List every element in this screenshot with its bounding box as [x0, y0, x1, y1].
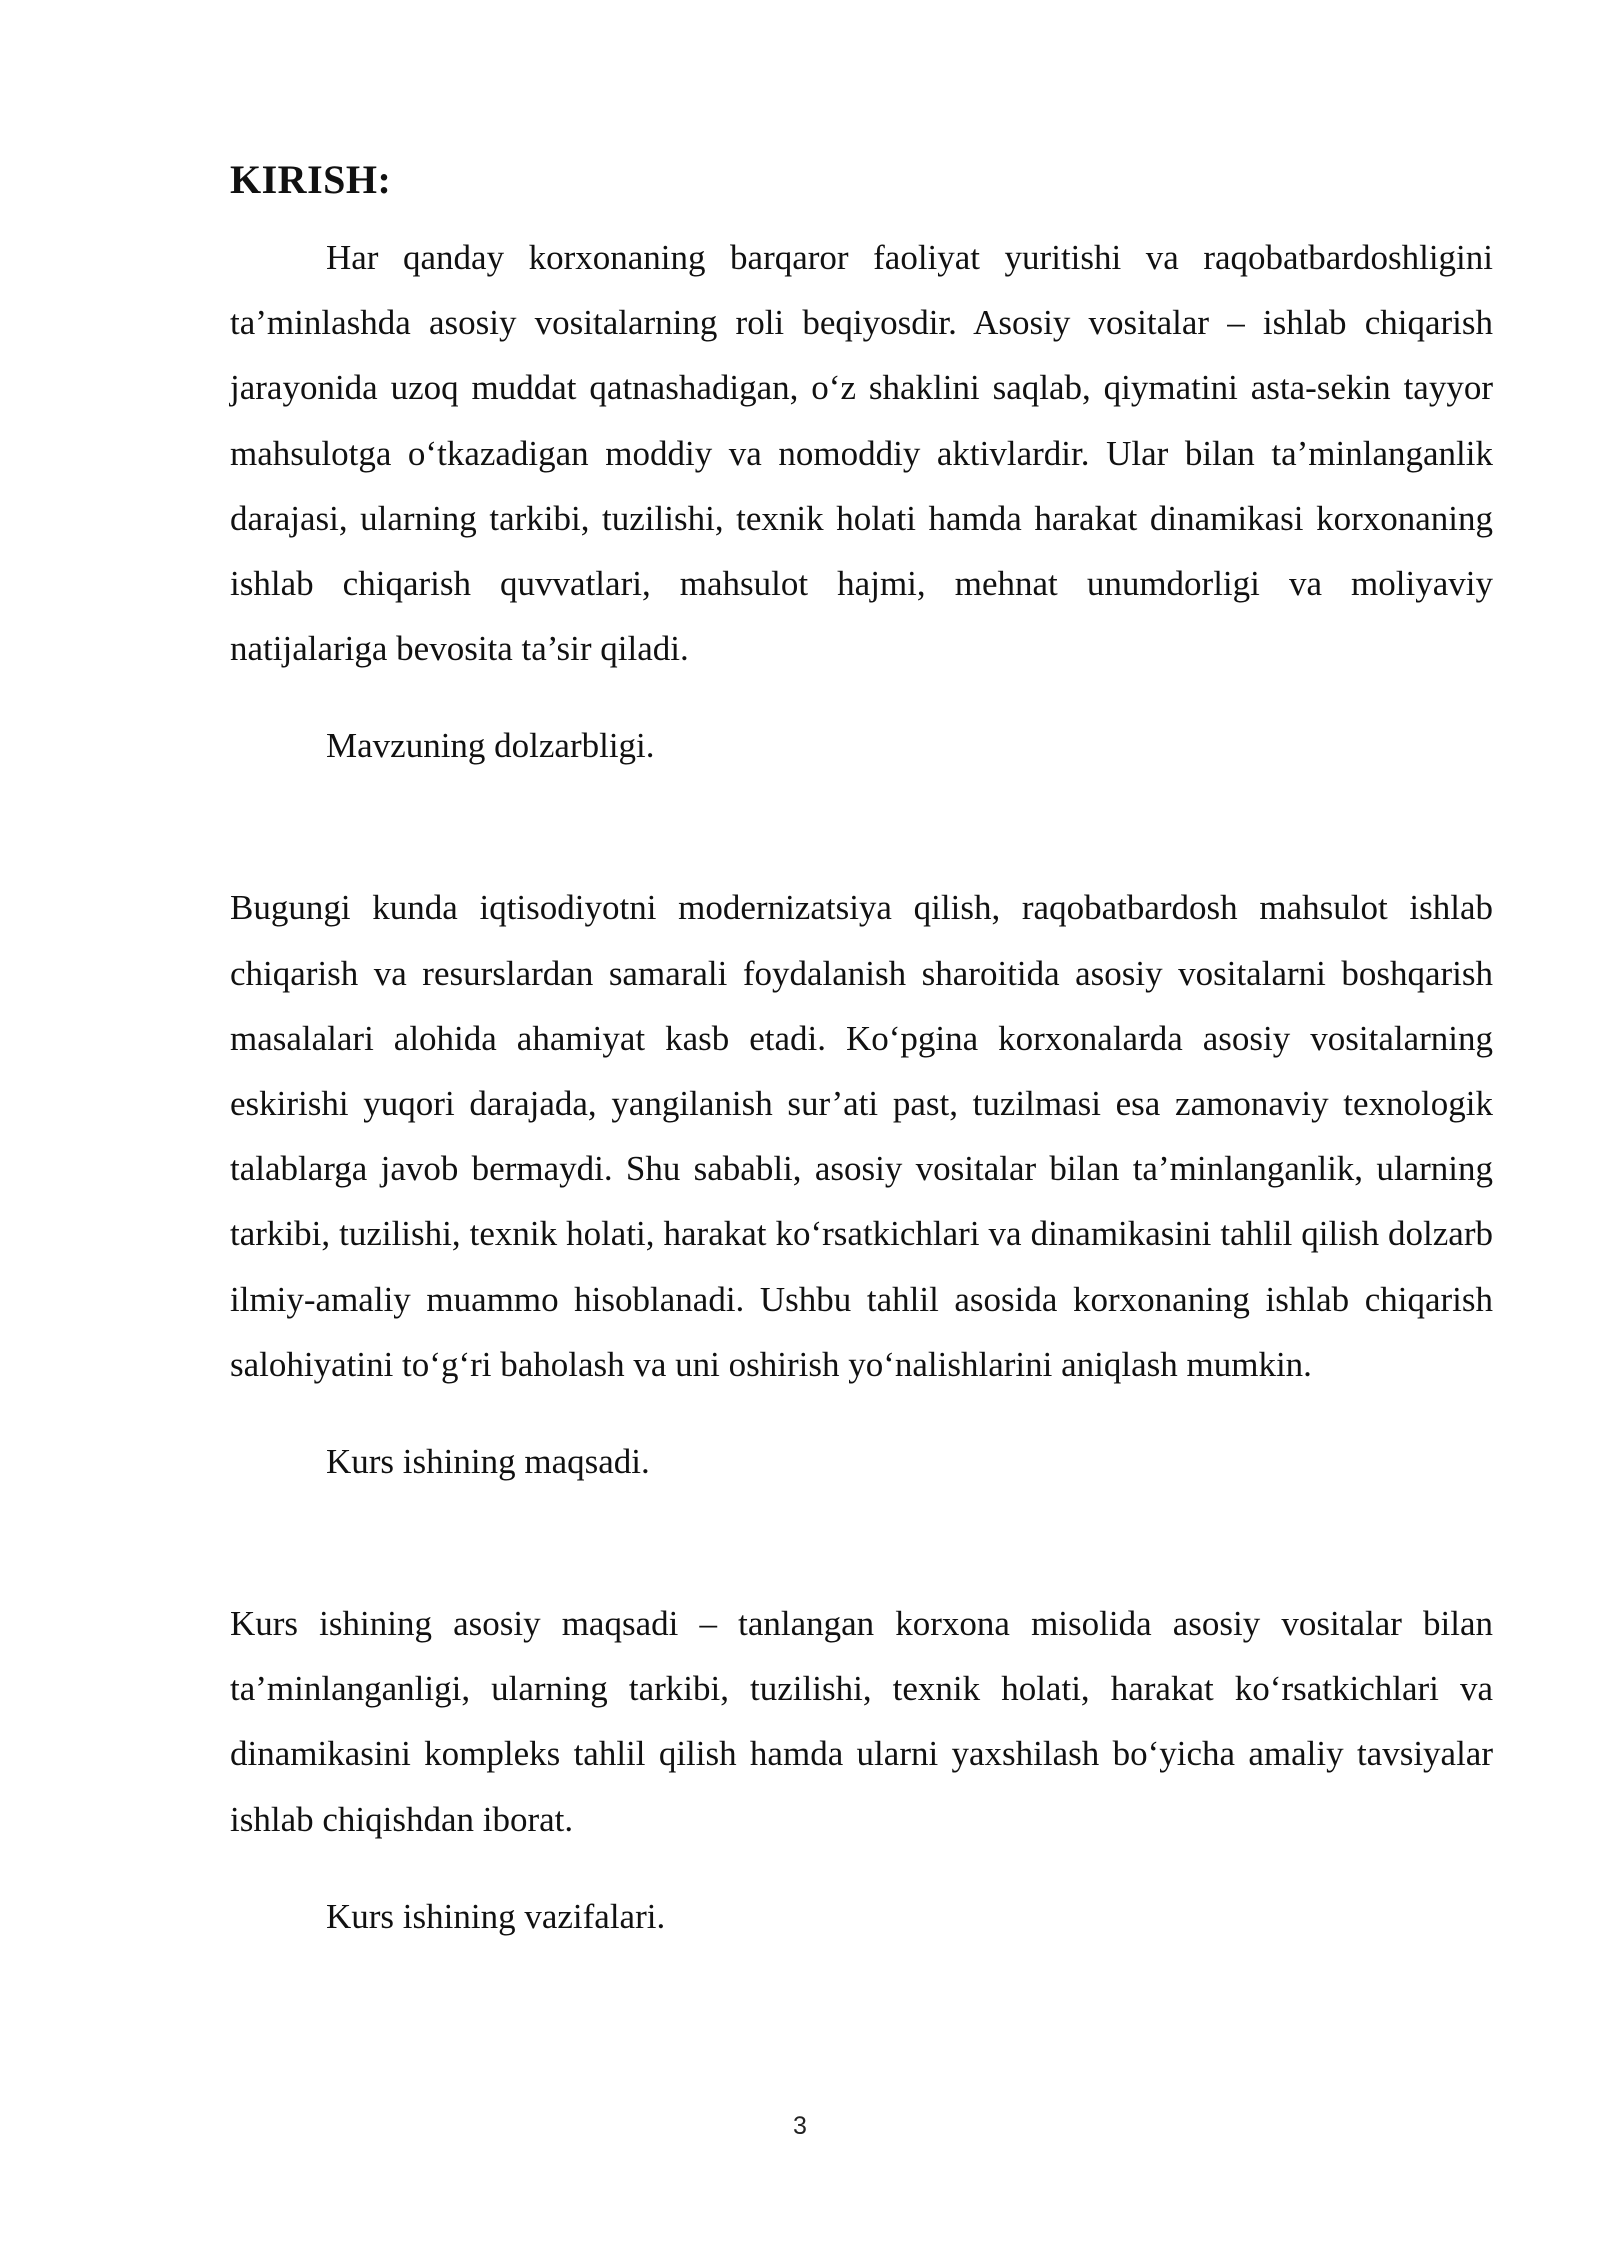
- page-content: [230, 140, 1493, 1949]
- goal-label: Kurs ishining maqsadi.: [326, 1442, 650, 1482]
- tasks-label: Kurs ishining vazifalari.: [326, 1896, 666, 1936]
- intro-paragraph: Har qanday korxonaning barqaror faoliyat yuritishi va raqobatbardoshligini ta’minlashda asosiy vositalarning roli beqiyosdir. Asosiy vositalar – ishlab chiqarish jarayonida uzoq muddat qatnashadigan, o‘z shaklini saqlab, qiymatini asta-sekin tayyor mahsulotga o‘tkazadigan moddiy va nomoddiy aktivlardir. Ular bilan ta’minlanganlik darajasi, ularning tarkibi, tuzilishi, texnik holati hamda harakat dinamikasi korxonaning ishlab chiqarish quvvatlari, mahsulot hajmi, mehnat unumdorligi va moliyaviy natijalariga bevosita ta’sir qiladi.: [230, 238, 1493, 669]
- relevance-label: Mavzuning dolzarbligi.: [326, 726, 655, 766]
- section-heading: KIRISH:: [230, 157, 392, 202]
- relevance-paragraph: Bugungi kunda iqtisodiyotni modernizatsiya qilish, raqobatbardosh mahsulot ishlab chiqarish va resurslardan samarali foydalanish sharoitida asosiy vositalarni boshqarish masalalari alohida ahamiyat kasb etadi. Ko‘pgina korxonalarda asosiy vositalarning eskirishi yuqori darajada, yangilanish sur’ati past, tuzilmasi esa zamonaviy texnologik talablarga javob bermaydi. Shu sababli, asosiy vositalar bilan ta’minlanganlik, ularning tarkibi, tuzilishi, texnik holati, harakat ko‘rsatkichlari va dinamikasini tahlil qilish dolzarb ilmiy-amaliy muammo hisoblanadi. Ushbu tahlil asosida korxonaning ishlab chiqarish salohiyatini to‘g‘ri baholash va uni oshirish yo‘nalishlarini aniqlash mumkin.: [230, 888, 1493, 1384]
- goal-paragraph: Kurs ishining asosiy maqsadi – tanlangan korxona misolida asosiy vositalar bilan ta’minlanganligi, ularning tarkibi, tuzilishi, texnik holati, harakat ko‘rsatkichlari va dinamikasini kompleks tahlil qilish hamda ularni yaxshilash bo‘yicha amaliy tavsiyalar ishlab chiqishdan iborat.: [230, 1604, 1493, 1839]
- page-number: 3: [793, 2112, 807, 2140]
